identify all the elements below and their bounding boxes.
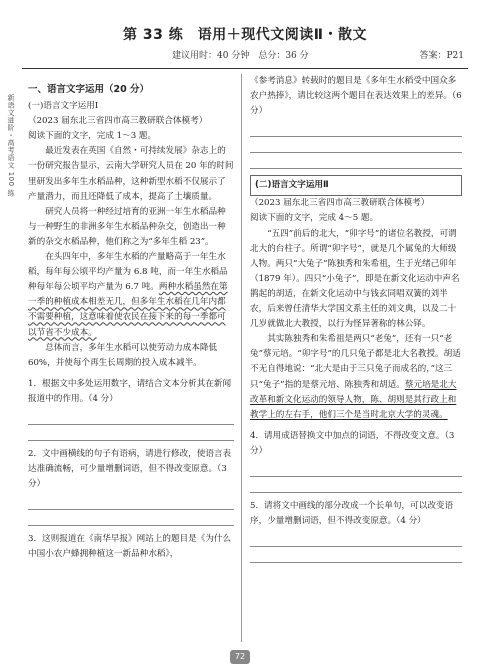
passage-paragraph — [250, 332, 462, 423]
header-rule — [22, 68, 468, 69]
passage-box — [250, 175, 462, 196]
answer-area[interactable] — [28, 494, 234, 526]
question-text: 3．这则报道在《南华早报》网站上的题目是《为什么中国小农户蜂拥种植这一新品种水稻》， — [28, 534, 232, 560]
answer-area[interactable] — [28, 409, 234, 441]
question-3 — [28, 532, 234, 562]
underlined-sentence: 两种水稻虽然在第一季的种植成本相差无几，但多年生水稻在几年内都不需要种植，这意味着使农民在接下来的每一季都可以节省不少成本。 — [28, 282, 228, 338]
passage-paragraph — [28, 250, 234, 341]
right-column — [250, 74, 462, 563]
page-title: 第 33 练 语用＋现代文阅读Ⅱ・散文 — [123, 27, 367, 43]
answer-line[interactable] — [250, 137, 462, 153]
answer-line[interactable] — [250, 153, 462, 169]
sidebar-label: 新语文进阶・高考语文 100 练 — [7, 94, 15, 197]
question-1 — [28, 377, 234, 441]
question-4 — [250, 429, 462, 493]
answer-area[interactable] — [250, 121, 462, 169]
question-3-continued: 《参考消息》转载时的题目是《多年生水稻受中国众多农户热捧》，请比较这两个题目在表达效果上的差异。（6 分） — [250, 76, 462, 117]
answer-line[interactable] — [28, 494, 234, 510]
question-2 — [28, 447, 234, 526]
question-text: 5．请将文中画线的部分改成一个长单句，可以改变语序，少量增删词语，但不得改变原意。（4 分） — [250, 500, 454, 527]
question-text: 4．请用成语替换文中加点的词语，不得改变文意。（3 分） — [250, 430, 455, 456]
question-text: 2．文中画横线的句子有语病，请进行修改，使语言表达准确流畅，可少量增删词语，但不得改变原意。（3 分） — [28, 448, 232, 490]
left-column — [28, 74, 234, 562]
part-title: (二)语言文字运用Ⅱ — [255, 180, 329, 191]
part-instruction: 阅读下面的文字，完成 4～5 题。 — [250, 213, 379, 224]
passage-paragraph: “五四”前后的北大，“卯字号”的诸位名教授，可谓北大的台柱子。所谓“卯字号”，就是几个属兔的大师级人物。两只“大兔子”陈独秀和朱希祖，生于光绪己卯年（1879 年）。四只“小兔子”，即是在新文化运动中声名鹊起的胡适，在新文化运动中与钱玄同唱双簧的刘半农，后来曾任清华大学国文系主任的刘文典，以及二十几岁就做北大教授，以行为怪异著称的林公铎。 — [250, 228, 460, 330]
answer-reference: 答案：P21 — [419, 51, 464, 61]
answer-line[interactable] — [28, 510, 234, 526]
part-title: (一)语言文字运用Ⅰ — [28, 101, 99, 112]
answer-line[interactable] — [250, 477, 462, 493]
page-number: 72 — [230, 650, 250, 664]
answer-line[interactable] — [250, 121, 462, 137]
question-text: 1．根据文中多处运用数字，请结合文本分析其在新闻报道中的作用。（4 分） — [28, 378, 232, 404]
section-title: 一、语言文字运用（20 分） — [28, 84, 150, 95]
paragraph-text: 在头四年中，多年生水稻的产量略高于一年生水稻，每年每公顷平均产量为 6.8 吨，而一年生水稻品种每年每公顷平均产量为 6.7 吨。 — [28, 252, 228, 293]
part-instruction: 阅读下面的文字，完成 1～3 题。 — [28, 131, 157, 142]
passage-paragraph: 最近发表在英国《自然・可持续发展》杂志上的一份研究报告显示，云南大学研究人员在 20 年的时间里研发出多年生水稻品种，这种新型水稻不仅展示了产量潜力，而且还降低了成本，提高了土壤质量。 — [28, 146, 234, 202]
answer-line[interactable] — [250, 531, 462, 547]
answer-line[interactable] — [28, 409, 234, 425]
answer-line[interactable] — [28, 425, 234, 441]
passage-paragraph: 总体而言，多年生水稻可以使劳动力成本降低 60%，并使每个再生长周期的投入成本减半。 — [28, 342, 218, 368]
paragraph-text: 其实陈独秀和朱希祖是两只“老兔”，还有一只“老兔”蔡元培。“卯字号”的几只兔子都是北大名教授。胡适不无自得地说：“北大是由于三只兔子而成名的，”这三只“兔子”指的是蔡元培、陈独秀和胡适。 — [250, 334, 461, 390]
column-divider — [241, 74, 242, 642]
part-source: （2023 届东北三省四市高三教研联合体模考） — [28, 116, 208, 127]
time-info: 建议用时：40 分钟 总分：36 分 — [172, 51, 309, 61]
answer-area[interactable] — [250, 461, 462, 493]
part-source: （2023 届东北三省四市高三教研联合体模考） — [250, 198, 430, 209]
underlined-sentence: 蔡元培是北大改革和新文化运动的领导人物，陈、胡则是其行政上和教学上的左右手，他们三个是当时北京大学的灵魂。 — [250, 379, 457, 420]
page-header — [22, 12, 468, 70]
passage-paragraph: 研究人员将一种经过培育的亚洲一年生水稻品种与一种野生的非洲多年生水稻品种杂交，创造出一种新的杂交水稻品种，他们称之为“多年生稻 23”。 — [28, 206, 226, 247]
answer-line[interactable] — [250, 547, 462, 563]
answer-area[interactable] — [250, 531, 462, 563]
answer-line[interactable] — [250, 461, 462, 477]
question-5 — [250, 499, 462, 563]
